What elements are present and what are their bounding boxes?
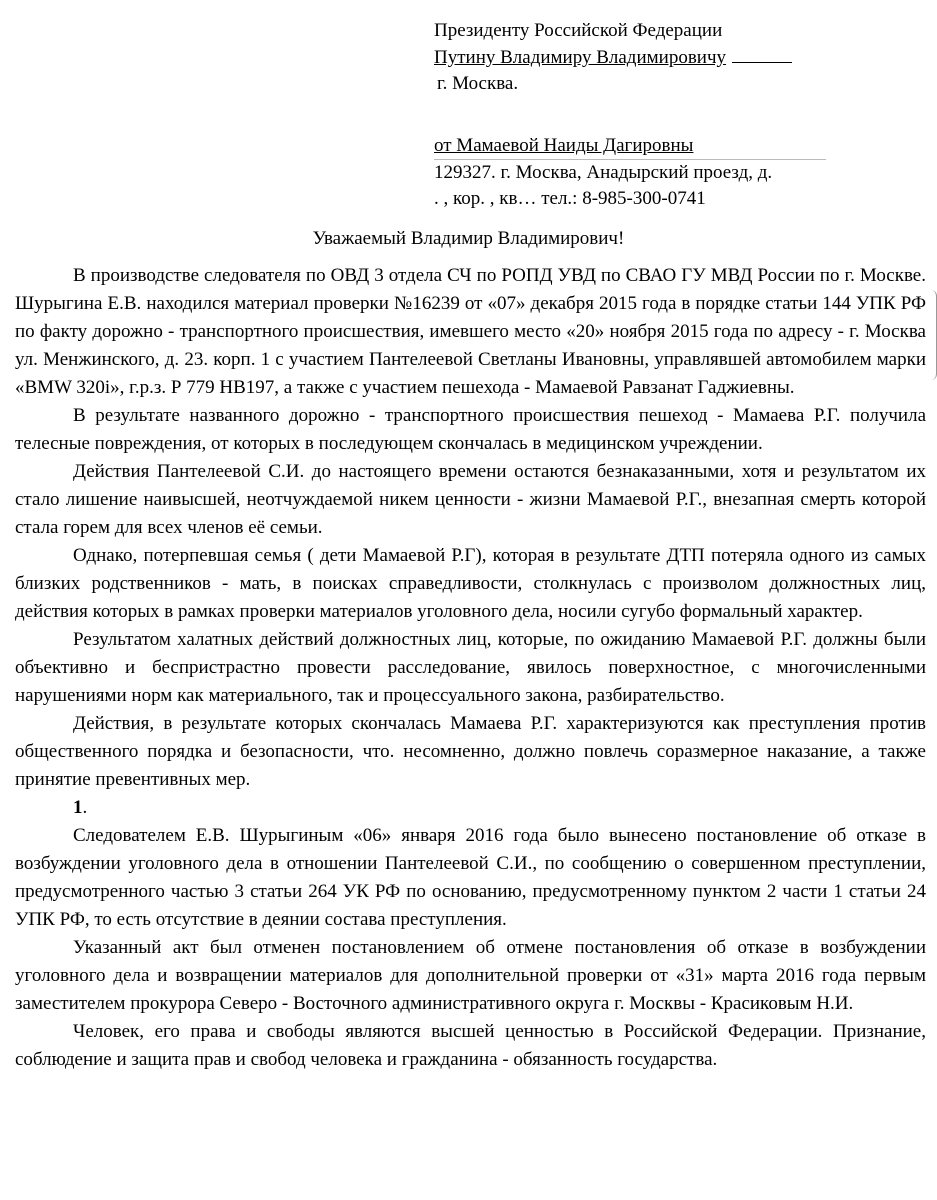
paragraph: Однако, потерпевшая семья ( дети Мамаевой Р.Г), которая в результате ДТП потеряла одного из самых близких родственников - мать, в поисках справедливости, столкнулась с произволом должностных лиц, действия которых в рамках проверки материалов уголовного дела, носили сугубо формальный характер. <box>15 545 926 622</box>
addressee-city: г. Москва. <box>437 73 519 94</box>
page-edge-mark <box>930 290 937 380</box>
section-heading <box>15 794 926 822</box>
letter-body <box>15 262 926 1074</box>
paragraph: В результате названного дорожно - транспортного происшествия пешеход - Мамаева Р.Г. получила телесные повреждения, от которых в последующем скончалась в медицинском учреждении. <box>15 405 926 454</box>
paragraph: Следователем Е.В. Шурыгиным «06» января 2016 года было вынесено постановление об отказе в возбуждении уголовного дела в отношении Пантелеевой С.И., по сообщению о совершенном преступлении, предусмотренного частью 3 статьи 264 УК РФ по основанию, предусмотренному пунктом 2 части 1 статьи 24 УПК РФ, то есть отсутствие в деянии состава преступления. <box>15 825 926 930</box>
sender-name: от Мамаевой Наиды Дагировны <box>434 135 694 156</box>
section-dot: . <box>82 797 88 818</box>
paragraph: Действия, в результате которых скончалась Мамаева Р.Г. характеризуются как преступления против общественного порядка и безопасности, что. несомненно, должно повлечь соразмерное наказание, а также принятие превентивных мер. <box>15 713 926 790</box>
sender-contacts: . , кор. , кв… тел.: 8-985-300-0741 <box>434 188 706 209</box>
paragraph: Человек, его права и свободы являются высшей ценностью в Российской Федерации. Признание, соблюдение и защита прав и свобод человека и гражданина - обязанность государства. <box>15 1021 926 1070</box>
addressee-name: Путину Владимиру Владимировичу <box>434 47 727 68</box>
address-block <box>434 18 854 212</box>
paragraph: Результатом халатных действий должностных лиц, которые, по ожиданию Мамаевой Р.Г. должны были объективно и беспристрастно провести расследование, явилось поверхностное, с многочисленными нарушениями норм как материального, так и процессуального закона, разбирательство. <box>15 629 926 706</box>
paragraph: Указанный акт был отменен постановлением об отмене постановления об отказе в возбуждении уголовного дела и возвращении материалов для дополнительной проверки от «31» марта 2016 года первым заместителем прокурора Северо - Восточного административного округа г. Москвы - Красиковым Н.И. <box>15 937 926 1014</box>
greeting: Уважаемый Владимир Владимирович! <box>312 228 625 249</box>
paragraph: В производстве следователя по ОВД 3 отдела СЧ по РОПД УВД по СВАО ГУ МВД России по г. Москве. Шурыгина Е.В. находился материал проверки №16239 от «07» декабря 2015 года в порядке статьи 144 УПК РФ по факту дорожно - транспортного происшествия, имевшего место «20» ноября 2015 года по адресу - г. Москва ул. Менжинского, д. 23. корп. 1 с участием Пантелеевой Светланы Ивановны, управлявшей автомобилем марки «BMW 320i», г.р.з. Р 779 НВ197, а также с участием пешехода - Мамаевой Равзанат Гаджиевны. <box>15 265 926 398</box>
addressee-name-line <box>434 44 854 71</box>
sender-address: 129327. г. Москва, Анадырский проезд, д. <box>434 162 773 183</box>
section-number: 1 <box>73 797 83 818</box>
sender-name-line <box>434 133 826 160</box>
paragraph: Действия Пантелеевой С.И. до настоящего времени остаются безнаказанными, хотя и результатом их стало лишение наивысшей, неотчуждаемой никем ценности - жизни Мамаевой Р.Г., внезапная смерть которой стала горем для всех членов её семьи. <box>15 461 926 538</box>
blank-underline <box>732 44 792 63</box>
addressee-title: Президенту Российской Федерации <box>434 20 723 41</box>
